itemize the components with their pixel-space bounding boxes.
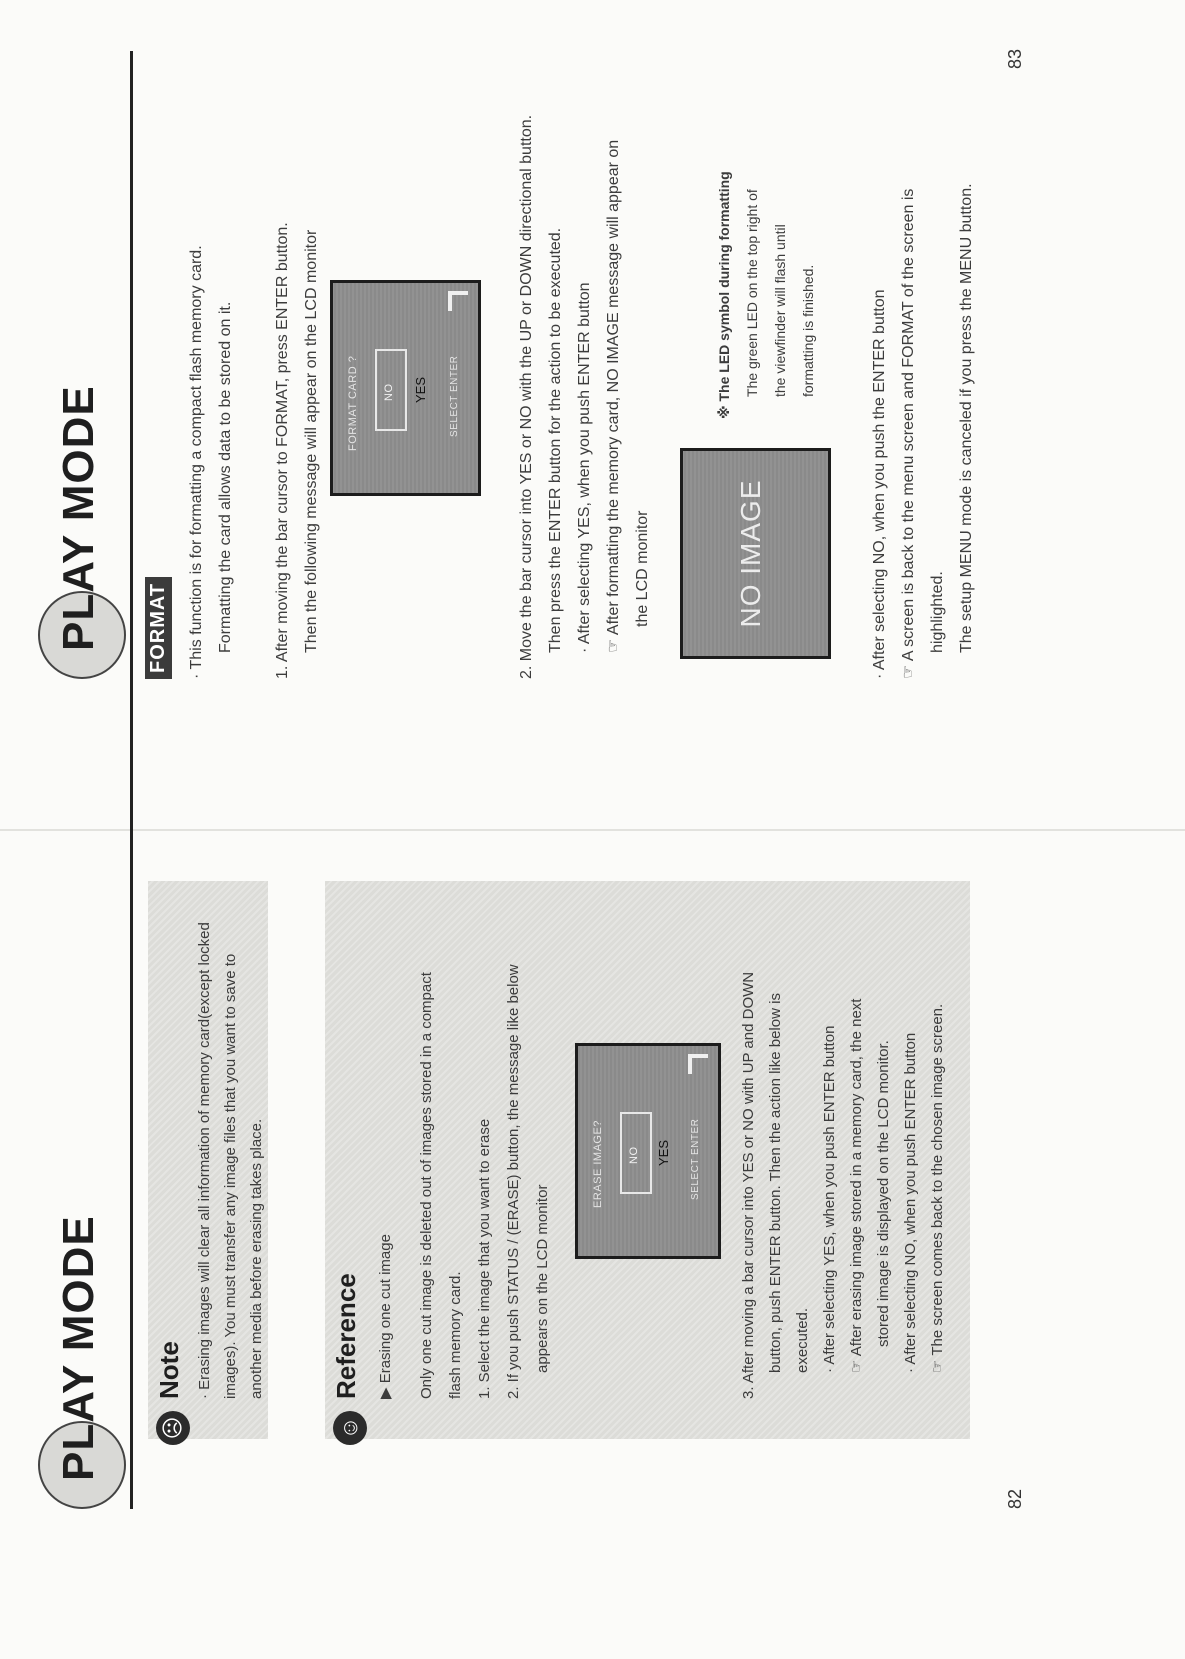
page-title: PLAY MODE <box>54 1215 103 1481</box>
lcd-format-yes: YES <box>413 376 428 403</box>
corner-bracket-icon <box>446 289 472 315</box>
led-note-heading: ※ The LED symbol during formatting <box>716 171 732 419</box>
note-line: images). You must transfer any image files that you want to save to <box>222 953 239 1399</box>
lcd-no-image-text: NO IMAGE <box>735 479 766 628</box>
intro-line: Formatting the card allows data to be stored on it. <box>217 301 234 653</box>
reference-line: 3. After moving a bar cursor into YES or NO with UP and DOWN <box>740 971 757 1399</box>
page-title: PLAY MODE <box>54 385 103 651</box>
step2-line: the LCD monitor <box>634 510 651 627</box>
lcd-format-footer: SELECT ENTER <box>449 355 460 437</box>
reference-line: ☞ After erasing image stored in a memory card, the next <box>848 998 865 1373</box>
reference-line: appears on the LCD monitor <box>534 1184 551 1373</box>
page-83 <box>0 0 1185 829</box>
lcd-erase-title: ERASE IMAGE? <box>592 1120 604 1208</box>
note-box <box>148 881 268 1439</box>
note-line: · Erasing images will clear all information of memory card(except locked <box>196 922 213 1399</box>
lcd-no-image-screen <box>680 448 831 659</box>
final-line: · After selecting NO, when you push the ENTER button <box>871 289 888 679</box>
reference-text <box>371 889 557 1399</box>
title-row-right <box>38 279 128 679</box>
lcd-erase-yes: YES <box>656 1139 671 1166</box>
lcd-format-screen <box>330 280 481 496</box>
note-face-icon: ☹ <box>156 1411 190 1445</box>
lcd-format-cursor <box>375 349 407 431</box>
led-note <box>710 89 822 419</box>
reference-line <box>400 889 412 1399</box>
format-step1 <box>268 59 326 679</box>
reference-line: stored image is displayed on the LCD monitor. <box>875 1040 892 1347</box>
reference-line: · After selecting YES, when you push ENTER button <box>821 1025 838 1373</box>
reference-line: 1. Select the image that you want to erase <box>476 1118 493 1399</box>
page-number: 83 <box>1005 48 1025 69</box>
reference-steps <box>735 889 951 1399</box>
corner-bracket-icon <box>686 1052 712 1078</box>
note-text <box>192 889 270 1399</box>
lcd-erase-screen <box>575 1043 721 1259</box>
lcd-erase-selected: NO <box>628 1146 640 1164</box>
title-rule <box>130 51 133 909</box>
note-line: another media before erasing takes place. <box>248 1118 265 1399</box>
lcd-format-selected: NO <box>383 383 395 401</box>
note-heading: Note <box>154 1341 184 1399</box>
led-note-line: The green LED on the top right of <box>744 189 760 397</box>
final-line: The setup MENU mode is canceled if you press the MENU button. <box>958 183 975 653</box>
reference-line: 2. If you push STATUS / (ERASE) button, the message like below <box>505 964 522 1399</box>
reference-line: button, push ENTER button. Then the action like below is <box>767 993 784 1373</box>
step2-line: · After selecting YES, when you push ENTER button <box>576 282 593 653</box>
reference-line: executed. <box>794 1307 811 1373</box>
final-line: highlighted. <box>929 571 946 653</box>
page-fold <box>0 829 1185 831</box>
reference-box <box>325 881 970 1439</box>
title-row-left <box>38 1109 128 1509</box>
format-badge: FORMAT <box>145 577 172 679</box>
page-number: 82 <box>1005 1488 1025 1509</box>
intro-line: · This function is for formatting a compact flash memory card. <box>188 245 205 679</box>
reference-heading: Reference <box>331 1273 361 1399</box>
reference-face-icon: ☺ <box>333 1411 367 1445</box>
title-rule <box>130 881 133 1509</box>
page-82 <box>0 830 1185 1659</box>
reference-line: flash memory card. <box>447 1271 464 1399</box>
reference-line: ☞ The screen comes back to the chosen image screen. <box>929 1003 946 1373</box>
step2-line: 2. Move the bar cursor into YES or NO with the UP or DOWN directional button. <box>518 114 535 679</box>
lcd-erase-footer: SELECT ENTER <box>690 1118 701 1200</box>
lcd-erase-cursor <box>620 1112 652 1194</box>
step1-line: 1. After moving the bar cursor to FORMAT, press ENTER button. <box>274 222 291 679</box>
reference-line: Only one cut image is deleted out of images stored in a compact <box>418 972 435 1399</box>
reference-line: ▶ Erasing one cut image <box>377 1234 394 1399</box>
led-note-line: formatting is finished. <box>800 264 816 397</box>
step1-line: Then the following message will appear on the LCD monitor <box>303 229 320 653</box>
format-final <box>865 9 981 679</box>
reference-line: · After selecting NO, when you push ENTER button <box>902 1032 919 1373</box>
step2-line: Then press the ENTER button for the action to be executed. <box>547 227 564 653</box>
led-note-line: the viewfinder will flash until <box>772 224 788 397</box>
format-step2 <box>512 9 657 679</box>
format-intro <box>182 59 240 679</box>
step2-line: ☞ After formatting the memory card, NO IMAGE message will appear on <box>605 139 622 653</box>
lcd-format-title: FORMAT CARD ? <box>347 355 359 451</box>
final-line: ☞ A screen is back to the menu screen and FORMAT of the screen is <box>900 188 917 679</box>
